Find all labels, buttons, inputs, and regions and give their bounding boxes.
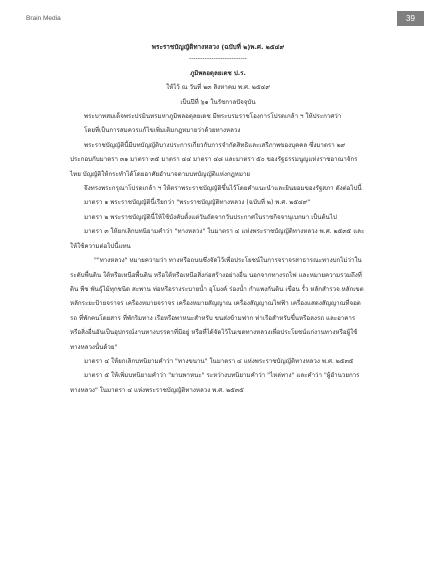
title-separator: -------------------------- <box>188 55 248 63</box>
highway-definition: ""ทางหลวง" หมายความว่า ทางหรือถนนซึ่งจัดไว้เพื่อประโยชน์ในการจราจรสาธารณะทางบกไม่ว่าในระดับพื้นดิน ใต้หรือเหนือพื้นดิน หรือใต้หรือเหนือสิ่งก่อสร้างอย่างอื่น นอกจากทางรถไฟ และหมายความรวมถึงที่ดิน พืช พันธุ์ไม้ทุกชนิด สะพาน ท่อหรือรางระบายน้ำ อุโมงค์ ร่องน้ำ กำแพงกันดิน เขื่อน รั้ว หลักสำรวจ หลักเขต หลักระยะป้ายจราจร เครื่องหมายจราจร เครื่องหมายสัญญาณ เครื่องสัญญาณไฟฟ้า เครื่องแสดงสัญญาณที่จอดรถ ที่พักคนโดยสาร ที่พักริมทาง เรือหรือพาหนะสำหรับ ขนส่งข้ามฟาก ท่าเรือสำหรับขึ้นหรือลงรถ และอาคารหรือสิ่งอื่นอันเป็นอุปกรณ์งานทางบรรดาที่มีอยู่ หรือที่ได้จัดไว้ในเขตทางหลวงเพื่อประโยชน์แก่งานทางหรือผู้ใช้ทางหลวงนั้นด้วย" <box>70 257 364 351</box>
section-4: มาตรา ๔ ให้ยกเลิกบทนิยามคำว่า "ทางขนาน" ในมาตรา ๔ แห่งพระราชบัญญัติทางหลวง พ.ศ. ๒๕๓๕ <box>84 357 354 365</box>
paragraph-reason: โดยที่เป็นการสมควรแก้ไขเพิ่มเติมกฎหมายว่าด้วยทางหลวง <box>84 127 241 135</box>
given-date: ให้ไว้ ณ วันที่ ๒๓ สิงหาคม พ.ศ. ๒๕๔๙ <box>166 84 270 92</box>
document-body <box>70 40 366 398</box>
paragraph-proclamation: พระบาทสมเด็จพระปรมินทรมหาภูมิพลอดุลยเดช มีพระบรมราชโองการโปรดเกล้า ฯ ให้ประกาศว่า <box>84 113 342 121</box>
document-title: พระราชบัญญัติทางหลวง (ฉบับที่ ๒)พ.ศ. ๒๕๔๙ <box>151 43 285 51</box>
section-3: มาตรา ๓ ให้ยกเลิกบทนิยามคำว่า "ทางหลวง" ในมาตรา ๔ แห่งพระราชบัญญัติทางหลวง พ.ศ. ๒๕๓๕ และให้ใช้ความต่อไปนี้แทน <box>70 228 365 250</box>
brand-label: Brain Media <box>26 15 61 22</box>
paragraph-enactment: จึงทรงพระกรุณาโปรดเกล้า ฯ ให้ตราพระราชบัญญัติขึ้นไว้โดยคำแนะนำและยินยอมของรัฐสภา ดังต่อไปนี้ <box>84 185 362 193</box>
royal-signature: ภูมิพลอดุลยเดช ป.ร. <box>190 69 246 77</box>
section-1: มาตรา ๑ พระราชบัญญัตินี้เรียกว่า "พระราชบัญญัติทางหลวง (ฉบับที่ ๒) พ.ศ. ๒๕๔๙" <box>84 199 311 207</box>
page-number-badge: 39 <box>397 11 424 26</box>
paragraph-rights: พระราชบัญญัตินี้มีบทบัญญัติบางประการเกี่ยวกับการจำกัดสิทธิและเสรีภาพของบุคคล ซึ่งมาตรา ๒๙ ประกอบกับมาตรา ๓๑ มาตรา ๓๕ มาตรา ๔๔ มาตรา ๔๘ และมาตรา ๕๐ ของรัฐธรรมนูญแห่งราชอาณาจักรไทย บัญญัติให้กระทำได้โดยอาศัยอำนาจตามบทบัญญัติแห่งกฎหมาย <box>70 141 358 178</box>
section-2: มาตรา ๒ พระราชบัญญัตินี้ให้ใช้บังคับตั้งแต่วันถัดจากวันประกาศในราชกิจจานุเบกษา เป็นต้นไป <box>84 213 337 221</box>
page-header <box>0 0 424 30</box>
reign-year: เป็นปีที่ ๖๑ ในรัชกาลปัจจุบัน <box>180 98 256 106</box>
section-5: มาตรา ๕ ให้เพิ่มบทนิยามคำว่า "ยานพาหนะ" ระหว่างบทนิยามคำว่า "ไหล่ทาง" และคำว่า "ผู้อำนวยการทางหลวง" ในมาตรา ๔ แห่งพระราชบัญญัติทางหลวง พ.ศ. ๒๕๓๕ <box>70 372 360 394</box>
